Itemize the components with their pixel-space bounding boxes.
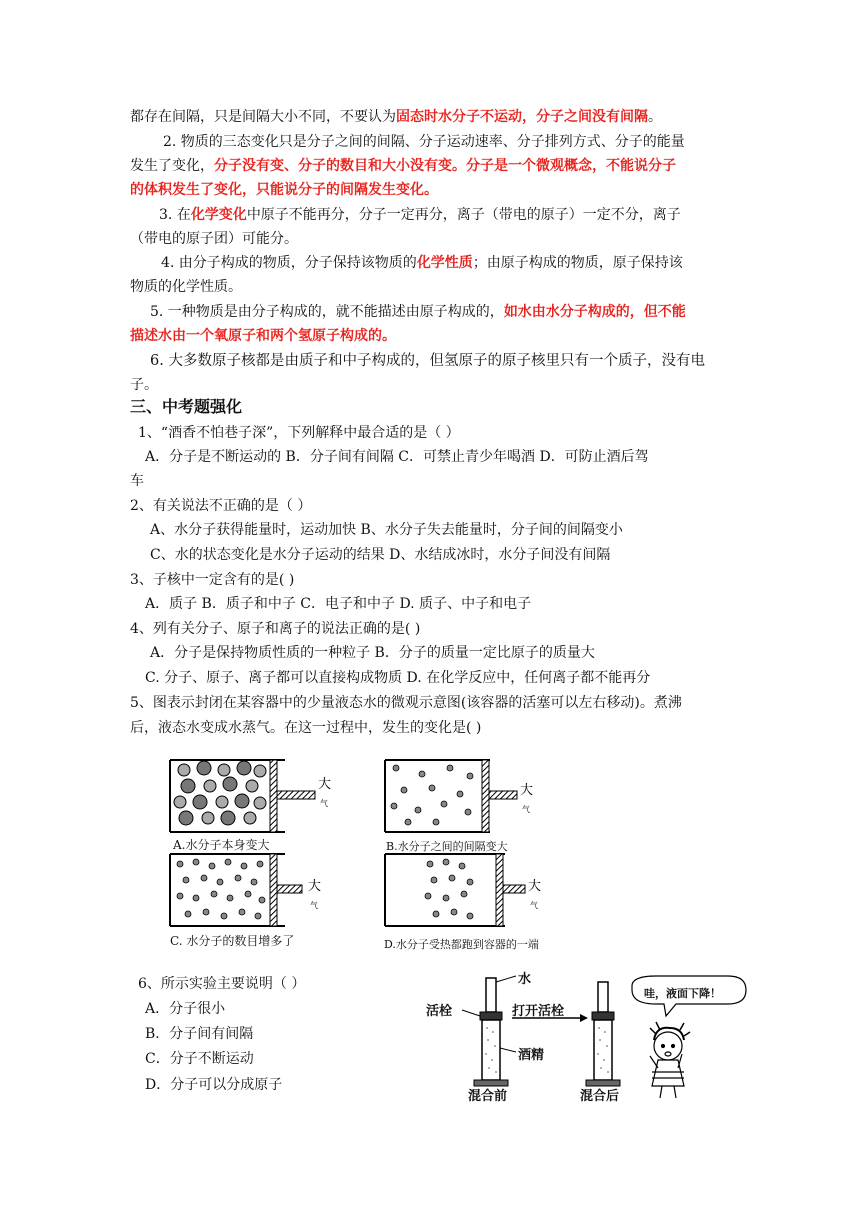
q2-options-1: A、水分子获得能量时，运动加快 B、水分子失去能量时，分子间的间隔变小 [150, 522, 623, 538]
note-5-line-2: 描述水由一个氧原子和两个氢原子构成的。 [130, 328, 396, 344]
note-4-text: 4. 由分子构成的物质，分子保持该物质的 [161, 255, 417, 271]
note-6-line-1: 6. 大多数原子核都是由质子和中子构成的，但氢原子的原子核里只有一个质子，没有电 [150, 353, 705, 369]
note-1-end: 。 [648, 109, 662, 125]
note-2-text: 发生了变化， [130, 158, 214, 174]
molecules-d [425, 859, 473, 919]
caption-b: B.水分子之间的间隔变大 [386, 840, 508, 853]
note-5-line-1 [150, 302, 686, 322]
q6-option-a: A．分子很小 [145, 1001, 226, 1017]
q6-option-b: B．分子间有间隔 [145, 1026, 254, 1042]
container-c [170, 854, 302, 926]
q6-option-c: C．分子不断运动 [145, 1051, 254, 1067]
note-4-highlight: 化学性质 [416, 255, 473, 271]
air-label-d: 大 [528, 879, 542, 894]
q5-stem-2: 后，液态水变成水蒸气。在这一过程中，发生的变化是( ) [130, 720, 482, 736]
stopcock-pointer [462, 1010, 480, 1016]
q4-stem: 4、列有关分子、原子和离子的说法正确的是( ) [130, 621, 421, 637]
alcohol-pointer [500, 1048, 516, 1052]
container-b [385, 760, 517, 832]
molecules-a [174, 761, 266, 825]
caption-d: D.水分子受热都跑到容器的一端 [384, 938, 539, 951]
label-stopcock: 活栓 [426, 1004, 453, 1019]
speech-bubble-text: 哇，液面下降！ [644, 987, 721, 1000]
q1-options: A．分子是不断运动的 B．分子间有间隔 C．可禁止青少年喝酒 D．可防止酒后驾 [145, 449, 649, 465]
note-1-line [130, 107, 662, 127]
note-4-rest: ；由原子构成的物质，原子保持该 [472, 255, 683, 271]
label-before: 混合前 [468, 1089, 508, 1104]
air-label-b: 大 [520, 783, 534, 798]
note-2-highlight: 分子没有变、分子的数目和大小没有变。分子是一个微观概念，不能说分子 [214, 158, 676, 174]
container-a [170, 760, 315, 832]
note-4-line-2: 物质的化学性质。 [130, 279, 242, 295]
section-title: 三、中考题强化 [130, 397, 243, 416]
air-label-c: 大 [308, 879, 322, 894]
note-3-rest: 中原子不能再分，分子一定再分，离子（带电的原子）一定不分，离子 [246, 207, 681, 223]
water-pointer [496, 976, 516, 982]
note-3-line-1 [159, 205, 681, 225]
child-figure-icon [650, 1022, 690, 1098]
note-2-line-2 [130, 156, 676, 176]
tube-before [474, 978, 508, 1086]
note-2-line-3: 的体积发生了变化，只能说分子的间隔发生变化。 [130, 182, 438, 198]
label-water: 水 [518, 972, 532, 987]
note-2-line-1: 2. 物质的三态变化只是分子之间的间隔、分子运动速率、分子排列方式、分子的能量 [163, 134, 685, 150]
caption-c: C. 水分子的数目增多了 [170, 934, 295, 948]
note-3-line-2: （带电的原子团）可能分。 [130, 231, 298, 247]
note-5-text: 5. 一种物质是由分子构成的，就不能描述由原子构成的， [150, 304, 504, 320]
q3-stem: 3、子核中一定含有的是( ) [130, 572, 295, 588]
q1-stem: 1、“酒香不怕巷子深”，下列解释中最合适的是（ ） [138, 425, 460, 441]
caption-a: A.水分子本身变大 [173, 838, 270, 852]
q6-option-d: D．分子可以分成原子 [145, 1077, 283, 1093]
q2-options-2: C、水的状态变化是水分子运动的结果 D、水结成冰时，水分子间没有间隔 [150, 547, 611, 563]
air-label-a2: 气 [320, 799, 328, 808]
note-1-text: 都存在间隔，只是间隔大小不同，不要认为 [130, 109, 396, 125]
q4-options-1: A．分子是保持物质性质的一种粒子 B．分子的质量一定比原子的质量大 [150, 645, 595, 661]
note-5-highlight: 如水由水分子构成的，但不能 [503, 304, 686, 320]
note-3-text: 3. 在 [159, 207, 191, 223]
q3-options: A．质子 B．质子和中子 C．电子和中子 D. 质子、中子和电子 [145, 596, 532, 612]
container-d [385, 854, 525, 926]
q2-stem: 2、有关说法不正确的是（ ） [130, 498, 312, 514]
air-label-a: 大 [318, 777, 332, 792]
note-6-line-2: 子。 [130, 377, 158, 393]
molecules-c [177, 859, 265, 919]
note-3-highlight: 化学变化 [190, 207, 247, 223]
air-label-c2: 气 [310, 901, 318, 910]
q6-stem: 6、所示实验主要说明（ ） [138, 976, 306, 992]
label-after: 混合后 [580, 1089, 620, 1104]
note-1-highlight: 固态时水分子不运动，分子之间没有间隔 [396, 109, 648, 125]
air-label-d2: 气 [530, 901, 538, 910]
label-alcohol: 酒精 [518, 1048, 545, 1063]
q1-options-cont: 车 [130, 473, 144, 489]
label-open-stopcock: 打开活栓 [512, 1004, 565, 1019]
molecules-b [391, 765, 473, 825]
note-4-line-1 [161, 253, 683, 273]
q5-stem-1: 5、图表示封闭在某容器中的少量液态水的微观示意图(该容器的活塞可以左右移动)。煮沸 [130, 695, 682, 711]
air-label-b2: 气 [522, 805, 530, 814]
q4-options-2: C. 分子、原子、离子都可以直接构成物质 D. 在化学反应中，任何离子都不能再分 [145, 670, 651, 686]
tube-after [586, 982, 620, 1086]
